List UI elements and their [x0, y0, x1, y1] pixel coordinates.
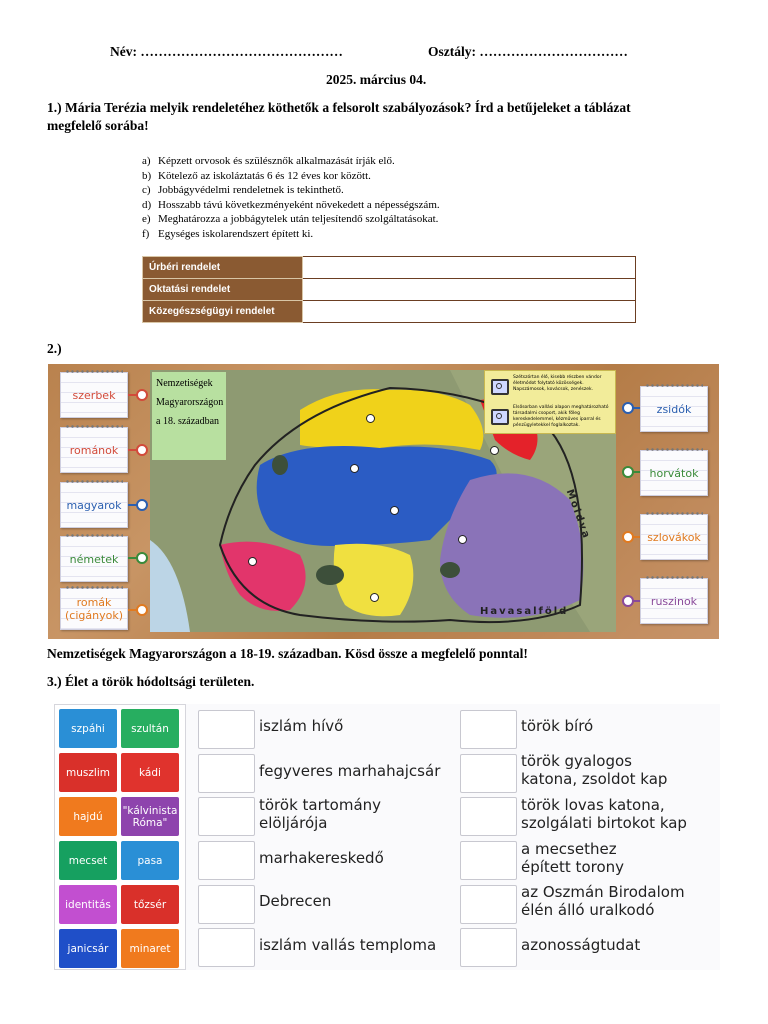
map-point[interactable] [350, 464, 359, 473]
tile-kadi[interactable]: kádi [121, 753, 179, 792]
map-panel [48, 364, 719, 639]
row-label: Oktatási rendelet [143, 279, 303, 301]
item-letter: e) [142, 213, 151, 226]
answer-cell[interactable] [303, 301, 636, 323]
map-point[interactable] [390, 506, 399, 515]
region-german [334, 544, 414, 617]
tile-janicsar[interactable]: janicsár [59, 929, 117, 968]
note-croats[interactable] [640, 450, 708, 496]
note-hungarians[interactable] [60, 482, 128, 528]
definition: marhakereskedő [259, 849, 384, 867]
item-text: Jobbágyvédelmi rendeletnek is tekinthető. [158, 184, 344, 197]
item-letter: d) [142, 198, 152, 211]
definition: a mecsethez épített torony [521, 840, 625, 876]
note-slovaks[interactable] [640, 514, 708, 560]
answer-cell[interactable] [303, 279, 636, 301]
answer-slot[interactable] [198, 841, 255, 880]
item-text: Meghatározza a jobbágytelek után teljesítendő szolgáltatásokat. [158, 213, 439, 226]
row-label: Úrbéri rendelet [143, 257, 303, 279]
answer-slot[interactable] [460, 885, 517, 924]
note-label: szerbek [72, 388, 116, 402]
definition: török gyalogos katona, zsoldot kap [521, 752, 668, 788]
pin-romanians[interactable] [136, 444, 148, 456]
tile-kalvinista-roma[interactable]: "kálvinista Róma" [121, 797, 179, 836]
definition: iszlám hívő [259, 717, 344, 735]
note-label: szlovákok [647, 530, 701, 544]
definition: fegyveres marhahajcsár [259, 762, 441, 780]
date: 2025. március 04. [326, 72, 427, 87]
tile-szultan[interactable]: szultán [121, 709, 179, 748]
item-text: Képzett orvosok és szülésznők alkalmazását írják elő. [158, 155, 395, 167]
term-tiles [54, 704, 186, 970]
note-label: ruszinok [650, 594, 698, 608]
map-title-line: a 18. században [156, 416, 220, 427]
note-label: romák (cigányok) [65, 596, 123, 622]
item-letter: a) [142, 155, 151, 167]
legend-target-icon[interactable] [491, 409, 509, 425]
row-label: Közegészségügyi rendelet [143, 301, 303, 323]
list-item [142, 154, 642, 169]
answer-slot[interactable] [198, 710, 255, 749]
answer-slot[interactable] [460, 841, 517, 880]
q3-title: 3.) Élet a török hódoltsági területen. [47, 674, 255, 689]
item-letter: c) [142, 184, 151, 197]
answer-slot[interactable] [460, 797, 517, 836]
tile-szpahi[interactable]: szpáhi [59, 709, 117, 748]
region-romanian [440, 473, 583, 618]
map-legend [484, 370, 616, 434]
map-point[interactable] [458, 535, 467, 544]
name-line[interactable]: Név: ……………………………………… [110, 44, 343, 59]
q1-title-line1: 1.) Mária Terézia melyik rendeletéhez köthetők a felsorolt szabályozások? Írd a betűjeleket a táblázat [47, 100, 631, 115]
map-point[interactable] [366, 414, 375, 423]
list-item [142, 227, 642, 242]
item-letter: f) [142, 227, 150, 240]
map-title-line: Magyarországon [156, 397, 224, 408]
table-row [143, 301, 636, 323]
definition: Debrecen [259, 892, 332, 910]
note-ruthenians[interactable] [640, 578, 708, 624]
definition: török lovas katona, szolgálati birtokot kap [521, 796, 687, 832]
note-label: románok [69, 443, 119, 457]
answer-slot[interactable] [460, 754, 517, 793]
answer-slot[interactable] [198, 885, 255, 924]
note-serbs[interactable] [60, 372, 128, 418]
q1-title-line2: megfelelő sorába! [47, 118, 149, 133]
label-moldva: Moldva [563, 488, 593, 542]
map-title [152, 372, 226, 460]
decree-table [142, 256, 636, 323]
map-point[interactable] [370, 593, 379, 602]
map-title-line: Nemzetiségek [156, 378, 213, 389]
answer-cell[interactable] [303, 257, 636, 279]
note-jews[interactable] [640, 386, 708, 432]
table-row [143, 279, 636, 301]
pin-germans[interactable] [136, 552, 148, 564]
legend-target-icon[interactable] [491, 379, 509, 395]
list-item [142, 169, 642, 184]
tile-minaret[interactable]: minaret [121, 929, 179, 968]
answer-slot[interactable] [460, 710, 517, 749]
note-label: zsidók [656, 402, 692, 416]
pin-roma[interactable] [136, 604, 148, 616]
answer-slot[interactable] [198, 754, 255, 793]
definition: török bíró [521, 717, 594, 735]
item-text: Hosszabb távú következményeként növekedett a népességszám. [158, 198, 440, 211]
table-row [143, 257, 636, 279]
definition: iszlám vallás temploma [259, 936, 437, 954]
legend-text: Szétszórtan élő, kisebb részben vándor életmódot folytató közösségek. Napszámosok, kovácsok, zenészek. [513, 375, 602, 392]
q3-panel [54, 704, 720, 970]
note-label: németek [69, 552, 119, 566]
tile-mecset[interactable]: mecset [59, 841, 117, 880]
tile-tozser[interactable]: tőzsér [121, 885, 179, 924]
q1-title [47, 99, 631, 135]
map-point[interactable] [490, 446, 499, 455]
tile-muszlim[interactable]: muszlim [59, 753, 117, 792]
item-letter: b) [142, 169, 152, 182]
definition: azonosságtudat [521, 936, 641, 954]
map-point[interactable] [248, 557, 257, 566]
note-label: horvátok [649, 466, 699, 480]
tile-pasa[interactable]: pasa [121, 841, 179, 880]
class-line[interactable]: Osztály: …………………………… [428, 44, 628, 59]
tile-identitas[interactable]: identitás [59, 885, 117, 924]
list-item [142, 198, 642, 213]
note-germans[interactable] [60, 536, 128, 582]
definition: az Oszmán Birodalom élén álló uralkodó [521, 883, 685, 919]
q2-caption: Nemzetiségek Magyarországon a 18-19. században. Kösd össze a megfelelő ponntal! [47, 646, 528, 661]
pin-hungarians[interactable] [136, 499, 148, 511]
legend-text: Elsősorban vallási alapon meghatározható társadalmi csoport, akik főleg kereskedelemmel, kézműves iparral és pénzügyletekkel foglalkoztak. [513, 405, 609, 428]
label-havasalfold: Havasalföld [480, 606, 569, 617]
tile-hajdu[interactable]: hajdú [59, 797, 117, 836]
item-text: Kötelező az iskoláztatás 6 és 12 éves kor között. [158, 169, 371, 182]
answer-slot[interactable] [198, 797, 255, 836]
q2-title: 2.) [47, 341, 62, 356]
note-label: magyarok [66, 498, 122, 512]
list-item [142, 212, 642, 227]
q1-list [142, 154, 642, 242]
item-text: Egységes iskolarendszert épített ki. [158, 227, 314, 240]
note-romanians[interactable] [60, 427, 128, 473]
list-item [142, 183, 642, 198]
answer-slot[interactable] [198, 928, 255, 967]
definition: török tartomány elöljárója [259, 796, 382, 832]
answer-slot[interactable] [460, 928, 517, 967]
pin-serbs[interactable] [136, 389, 148, 401]
note-roma[interactable] [60, 588, 128, 630]
